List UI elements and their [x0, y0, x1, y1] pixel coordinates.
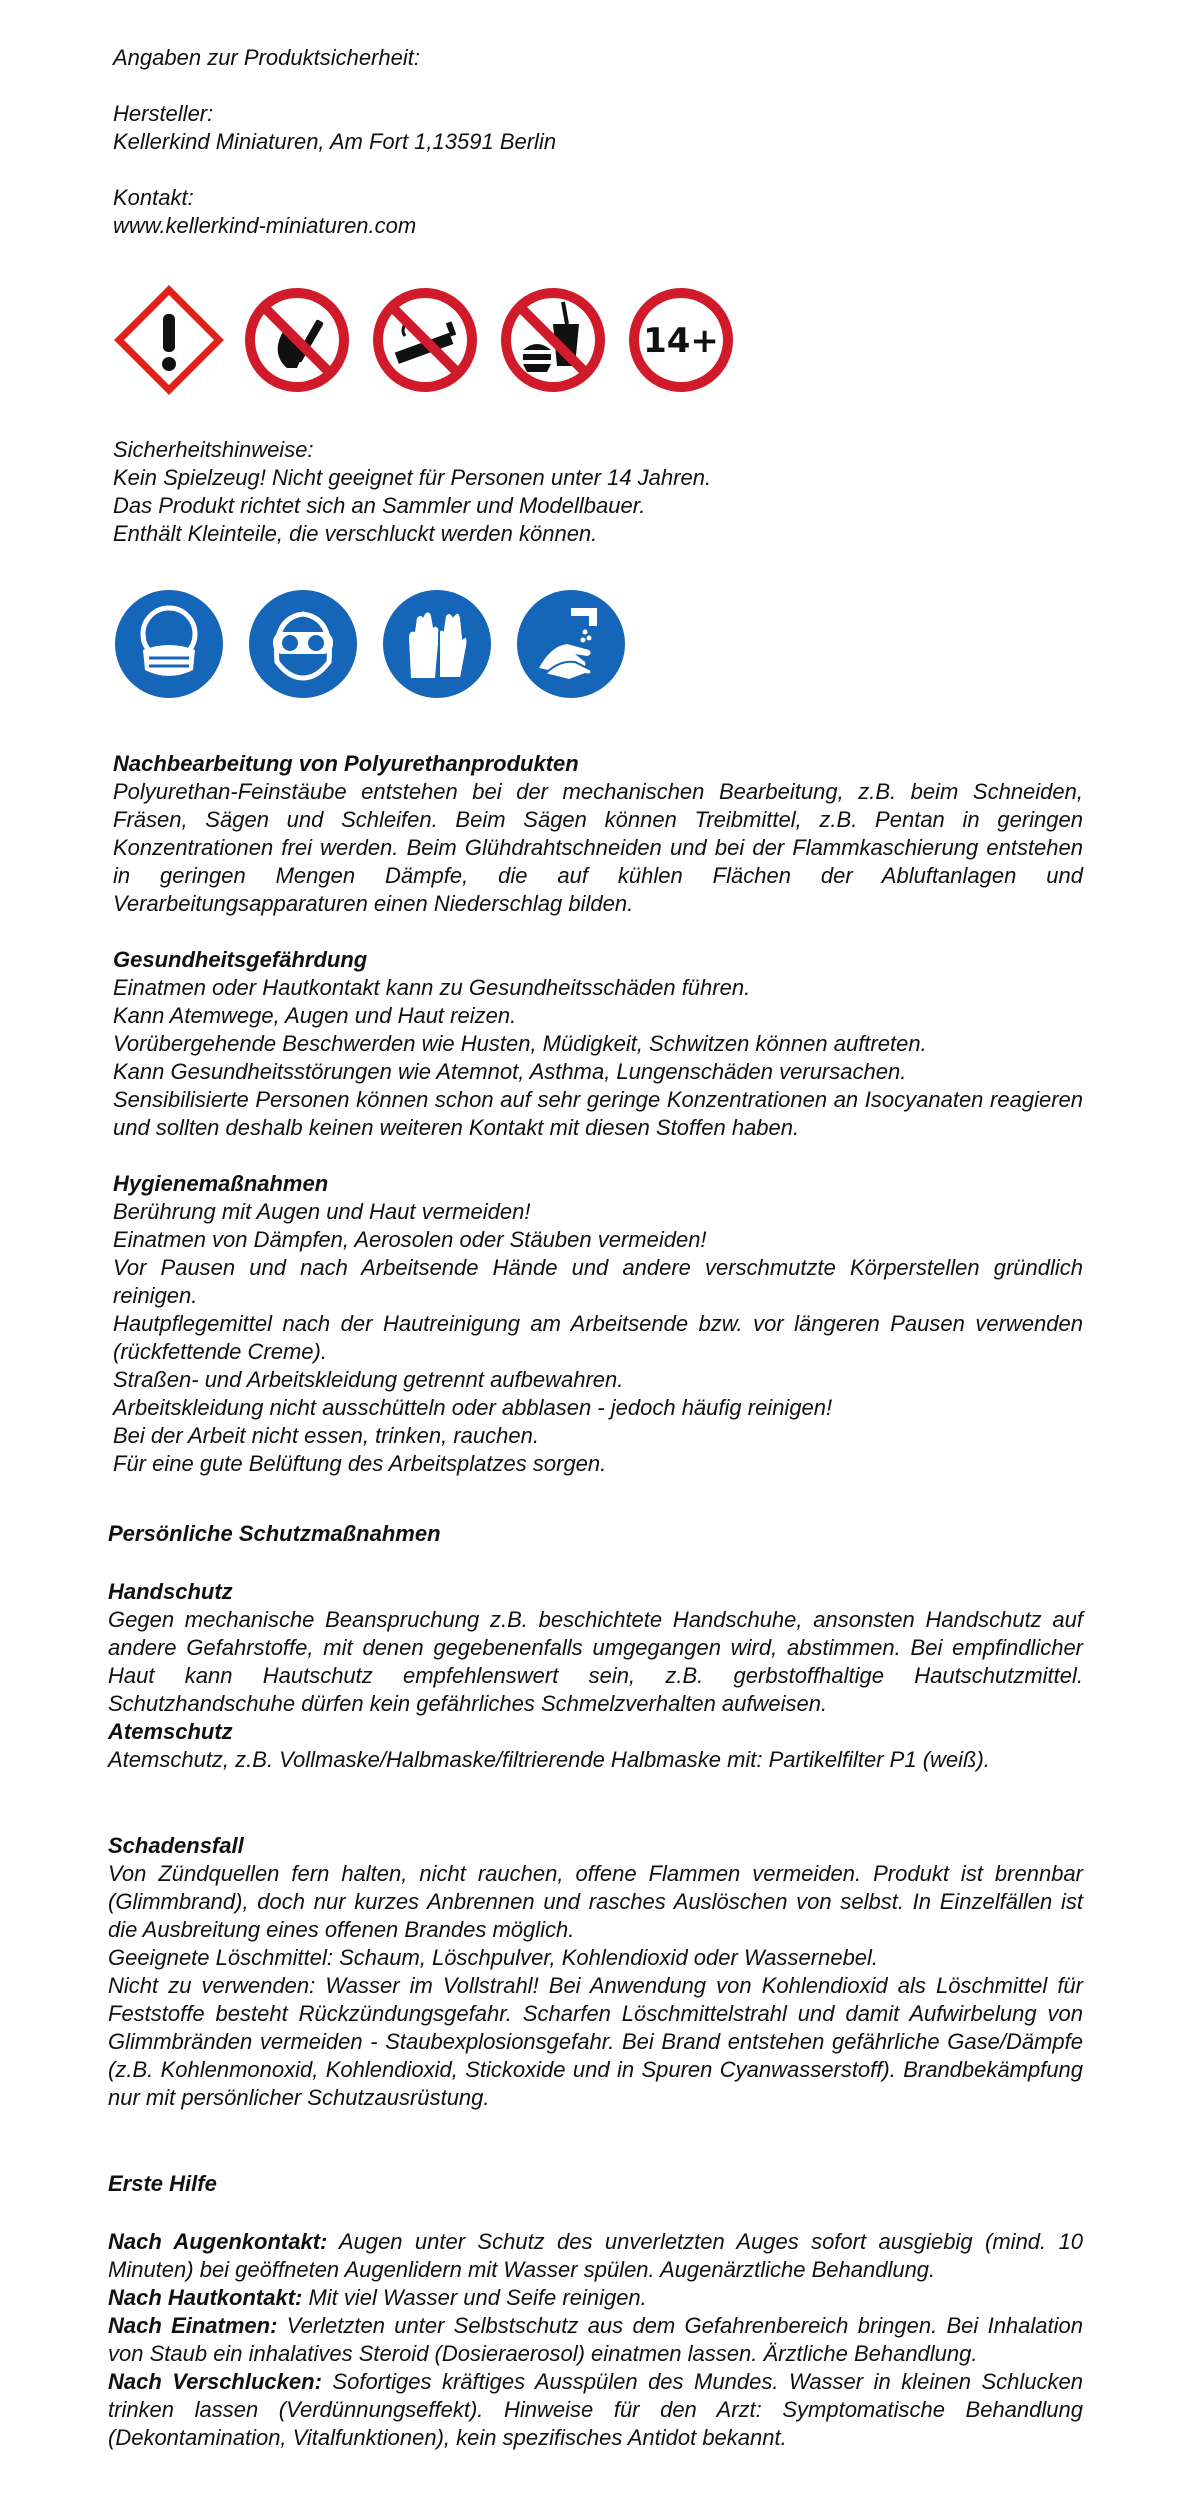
- manufacturer-value: Kellerkind Miniaturen, Am Fort 1,13591 Berlin: [113, 129, 557, 154]
- wear-gloves-icon: [381, 588, 493, 700]
- first-aid-inhale: [108, 2312, 1083, 2368]
- no-smoking-icon: [369, 284, 481, 396]
- safety-note-line: Enthält Kleinteile, die verschluckt werden können.: [113, 521, 598, 546]
- no-open-flame-icon: [241, 284, 353, 396]
- section-title: Gesundheitsgefährdung: [113, 947, 368, 972]
- polyurethane-section: [113, 750, 1083, 918]
- first-aid-section: [108, 2170, 1083, 2452]
- hygiene-line: Vor Pausen und nach Arbeitsende Hände und andere verschmutzte Körperstellen gründlich reinigen.: [113, 1255, 1083, 1308]
- safety-notes: [113, 436, 1083, 548]
- wash-hands-icon: [515, 588, 627, 700]
- section-title: Hygienemaßnahmen: [113, 1171, 329, 1196]
- first-aid-label: Nach Augenkontakt:: [108, 2229, 328, 2254]
- first-aid-label: Nach Einatmen:: [108, 2313, 278, 2338]
- section-title: Erste Hilfe: [108, 2171, 217, 2196]
- contact-label: Kontakt:: [113, 185, 194, 210]
- first-aid-label: Nach Verschlucken:: [108, 2369, 322, 2394]
- personal-protection-section: [108, 1520, 1083, 1774]
- hygiene-line: Bei der Arbeit nicht essen, trinken, rauchen.: [113, 1423, 539, 1448]
- first-aid-eye: [108, 2228, 1083, 2284]
- damage-paragraph: Von Zündquellen fern halten, nicht rauchen, offene Flammen vermeiden. Produkt ist brennbar (Glimmbrand), doch nur kurzes Anbrennen und rasches Auslöschen von selbst. In Einzelfällen ist die Ausbreitung eines offenen Brandes möglich.: [108, 1861, 1083, 1942]
- no-food-drink-icon: [497, 284, 609, 396]
- wear-mask-icon: [113, 588, 225, 700]
- contact-value: www.kellerkind-miniaturen.com: [113, 213, 417, 238]
- hygiene-line: Arbeitskleidung nicht ausschütteln oder abblasen - jedoch häufig reinigen!: [113, 1395, 833, 1420]
- hand-protection-title: Handschutz: [108, 1579, 233, 1604]
- first-aid-text: Sofortiges kräftiges Ausspülen des Mundes. Wasser in kleinen Schlucken trinken lassen (Verdünnungseffekt). Hinweise für den Arzt: Symptomatische Behandlung (Dekontamination, Vitalfunktionen), kein spezifisches Antidot bekannt.: [108, 2369, 1083, 2450]
- health-section: [113, 946, 1083, 1142]
- hygiene-line: Berührung mit Augen und Haut vermeiden!: [113, 1199, 531, 1224]
- safety-note-line: Das Produkt richtet sich an Sammler und Modellbauer.: [113, 493, 646, 518]
- safety-note-line: Kein Spielzeug! Nicht geeignet für Personen unter 14 Jahren.: [113, 465, 712, 490]
- section-title: Persönliche Schutzmaßnahmen: [108, 1521, 441, 1546]
- hygiene-line: Einatmen von Dämpfen, Aerosolen oder Stäuben vermeiden!: [113, 1227, 707, 1252]
- health-line: Kann Gesundheitsstörungen wie Atemnot, Asthma, Lungenschäden verursachen.: [113, 1059, 907, 1084]
- warning-icons-row: [113, 284, 737, 396]
- age-14-plus-icon: [625, 284, 737, 396]
- breath-protection-body: Atemschutz, z.B. Vollmaske/Halbmaske/filtrierende Halbmaske mit: Partikelfilter P1 (weiß).: [108, 1747, 990, 1772]
- health-line: Kann Atemwege, Augen und Haut reizen.: [113, 1003, 517, 1028]
- first-aid-text: Verletzten unter Selbstschutz aus dem Gefahrenbereich bringen. Bei Inhalation von Staub ein inhalatives Steroid (Dosieraerosol) einatmen lassen. Ärztliche Behandlung.: [108, 2313, 1083, 2366]
- header-block: [113, 44, 1083, 240]
- wear-goggles-icon: [247, 588, 359, 700]
- first-aid-label: Nach Hautkontakt:: [108, 2285, 303, 2310]
- first-aid-text: Augen unter Schutz des unverletzten Auges sofort ausgiebig (mind. 10 Minuten) bei geöffneten Augenlidern mit Wasser spülen. Augenärztliche Behandlung.: [108, 2229, 1083, 2282]
- age-label: 14+: [643, 321, 719, 361]
- health-line: Einatmen oder Hautkontakt kann zu Gesundheitsschäden führen.: [113, 975, 751, 1000]
- hygiene-section: [113, 1170, 1083, 1478]
- section-title: Schadensfall: [108, 1833, 244, 1858]
- manufacturer-label: Hersteller:: [113, 101, 214, 126]
- general-warning-icon: [113, 284, 225, 396]
- safety-notes-title: Sicherheitshinweise:: [113, 437, 314, 462]
- ppe-icons-row: [113, 588, 627, 700]
- hand-protection-body: Gegen mechanische Beanspruchung z.B. beschichtete Handschuhe, ansonsten Handschutz auf andere Gefahrstoffe, mit denen gegebenenfalls umgegangen wird, abstimmen. Bei empfindlicher Haut kann Hautschutz empfehlenswert sein, z.B. gerbstoffhaltige Hautschutzmittel. Schutzhandschuhe dürfen kein gefährliches Schmelzverhalten aufweisen.: [108, 1607, 1083, 1716]
- breath-protection-title: Atemschutz: [108, 1719, 233, 1744]
- damage-paragraph: Nicht zu verwenden: Wasser im Vollstrahl! Bei Anwendung von Kohlendioxid als Löschmittel für Feststoffe besteht Rückzündungsgefahr. Scharfen Löschmittelstrahl und damit Aufwirbelung von Glimmbränden vermeiden - Staubexplosionsgefahr. Bei Brand entstehen gefährliche Gase/Dämpfe (z.B. Kohlenmonoxid, Kohlendioxid, Stickoxide und in Spuren Cyanwasserstoff). Brandbekämpfung nur mit persönlicher Schutzausrüstung.: [108, 1973, 1083, 2110]
- damage-paragraph: Geeignete Löschmittel: Schaum, Löschpulver, Kohlendioxid oder Wassernebel.: [108, 1945, 879, 1970]
- product-safety-heading: Angaben zur Produktsicherheit:: [113, 45, 420, 70]
- first-aid-skin: [108, 2284, 1083, 2312]
- health-sensitized: Sensibilisierte Personen können schon auf sehr geringe Konzentrationen an Isocyanaten reagieren und sollten deshalb keinen weiteren Kontakt mit diesen Stoffen haben.: [113, 1087, 1083, 1140]
- section-title: Nachbearbeitung von Polyurethanprodukten: [113, 751, 579, 776]
- hygiene-line: Hautpflegemittel nach der Hautreinigung am Arbeitsende bzw. vor längeren Pausen verwenden (rückfettende Creme).: [113, 1311, 1083, 1364]
- section-body: Polyurethan-Feinstäube entstehen bei der mechanischen Bearbeitung, z.B. beim Schneiden, Fräsen, Sägen und Schleifen. Beim Sägen können Treibmittel, z.B. Pentan in geringen Konzentrationen frei werden. Beim Glühdrahtschneiden und bei der Flammkaschierung entstehen in geringen Mengen Dämpfe, die auf kühlen Flächen der Abluftanlagen und Verarbeitungsapparaturen einen Niederschlag bilden.: [113, 779, 1083, 916]
- first-aid-text: Mit viel Wasser und Seife reinigen.: [302, 2285, 647, 2310]
- health-line: Vorübergehende Beschwerden wie Husten, Müdigkeit, Schwitzen können auftreten.: [113, 1031, 927, 1056]
- hygiene-line: Für eine gute Belüftung des Arbeitsplatzes sorgen.: [113, 1451, 607, 1476]
- first-aid-swallow: [108, 2368, 1083, 2452]
- hygiene-line: Straßen- und Arbeitskleidung getrennt aufbewahren.: [113, 1367, 624, 1392]
- damage-section: [108, 1832, 1083, 2112]
